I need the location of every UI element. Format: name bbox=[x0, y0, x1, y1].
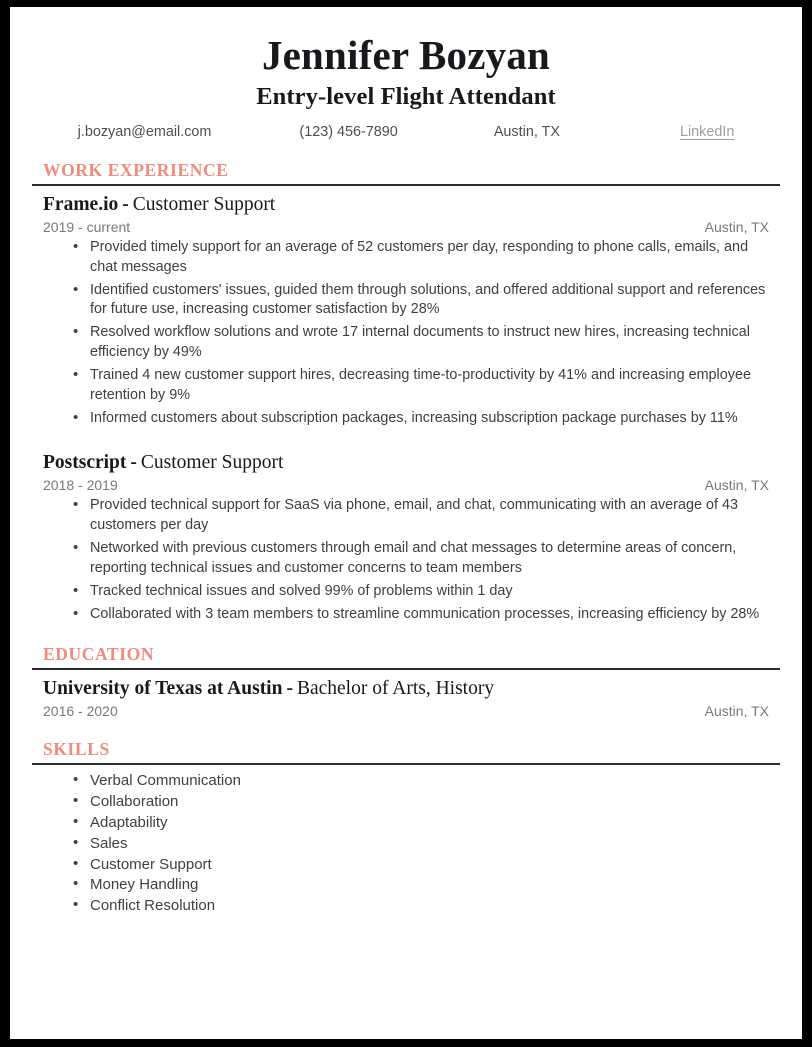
bullet-item: • Provided timely support for an average of 52 customers per day, responding to phone calls, emails, and chat messages bbox=[73, 238, 768, 277]
entry-separator: - bbox=[130, 452, 137, 474]
resume-sheet bbox=[10, 32, 802, 1039]
contact-email: j.bozyan@email.com bbox=[77, 124, 212, 140]
bullet-item: • Networked with previous customers through email and chat messages to determine areas of concern, reporting technical issues and customer concerns to team members bbox=[73, 539, 768, 578]
entry-meta bbox=[32, 703, 780, 719]
skill-item: • Verbal Communication bbox=[73, 771, 768, 792]
entry-title-line bbox=[32, 677, 780, 701]
section-education bbox=[32, 644, 780, 719]
education-entry bbox=[32, 677, 780, 719]
candidate-name: Jennifer Bozyan bbox=[261, 32, 551, 78]
candidate-title: Entry-level Flight Attendant bbox=[256, 83, 556, 110]
bullet-item: • Tracked technical issues and solved 99% of problems within 1 day bbox=[73, 582, 768, 602]
skill-item: • Collaboration bbox=[73, 792, 768, 813]
skill-item: • Adaptability bbox=[73, 813, 768, 834]
bullet-item: • Identified customers' issues, guided them through solutions, and offered additional support and references for future use, increasing customer satisfaction by 28% bbox=[73, 281, 768, 320]
entry-dates: 2019 - current bbox=[43, 219, 131, 235]
contact-row bbox=[32, 124, 780, 140]
entry-separator: - bbox=[286, 678, 293, 700]
experience-entry bbox=[32, 451, 780, 624]
resume-header bbox=[32, 32, 780, 140]
section-heading-skills: SKILLS bbox=[43, 739, 110, 760]
entry-bullet-list bbox=[32, 238, 780, 428]
skill-item: • Sales bbox=[73, 834, 768, 855]
entry-location: Austin, TX bbox=[704, 703, 769, 720]
entry-meta bbox=[32, 219, 780, 235]
entry-bullet-list bbox=[32, 496, 780, 624]
bullet-item: • Resolved workflow solutions and wrote 17 internal documents to instruct new hires, increasing technical efficiency by 49% bbox=[73, 323, 768, 362]
contact-phone: (123) 456-7890 bbox=[299, 124, 398, 140]
entry-role: Customer Support bbox=[132, 194, 276, 215]
entry-dates: 2018 - 2019 bbox=[43, 477, 118, 494]
section-work-experience bbox=[32, 160, 780, 624]
entry-separator: - bbox=[122, 194, 129, 215]
entry-meta bbox=[32, 477, 780, 493]
entry-organization: Postscript bbox=[43, 452, 127, 474]
section-divider bbox=[32, 184, 780, 186]
entry-title-line bbox=[32, 193, 780, 217]
entry-title-line bbox=[32, 451, 780, 475]
bullet-item: • Collaborated with 3 team members to streamline communication processes, increasing efficiency by 28% bbox=[73, 605, 768, 625]
skill-item: • Customer Support bbox=[73, 855, 768, 876]
entry-dates: 2016 - 2020 bbox=[43, 703, 118, 720]
skill-item: • Money Handling bbox=[73, 875, 768, 896]
section-divider bbox=[32, 668, 780, 670]
entry-location: Austin, TX bbox=[704, 219, 769, 235]
section-heading-education: EDUCATION bbox=[43, 644, 155, 665]
experience-entry bbox=[32, 193, 780, 428]
skill-item: • Conflict Resolution bbox=[73, 896, 768, 917]
skills-list bbox=[32, 771, 780, 917]
bullet-item: • Informed customers about subscription packages, increasing subscription package purchases by 11% bbox=[73, 409, 768, 429]
section-skills bbox=[32, 739, 780, 917]
section-divider bbox=[32, 763, 780, 765]
entry-organization: Frame.io bbox=[43, 194, 119, 215]
bullet-item: • Provided technical support for SaaS via phone, email, and chat, communicating with an average of 43 customers per day bbox=[73, 496, 768, 535]
resume-page bbox=[10, 7, 802, 1039]
section-heading-work-experience: WORK EXPERIENCE bbox=[43, 160, 229, 180]
entry-degree: Bachelor of Arts, History bbox=[296, 678, 495, 700]
bullet-item: • Trained 4 new customer support hires, decreasing time-to-productivity by 41% and increasing employee retention by 9% bbox=[73, 366, 768, 405]
linkedin-link[interactable]: LinkedIn bbox=[679, 124, 735, 140]
contact-location: Austin, TX bbox=[493, 124, 560, 140]
entry-location: Austin, TX bbox=[704, 477, 769, 494]
entry-role: Customer Support bbox=[140, 452, 284, 474]
entry-organization: University of Texas at Austin bbox=[43, 678, 283, 700]
